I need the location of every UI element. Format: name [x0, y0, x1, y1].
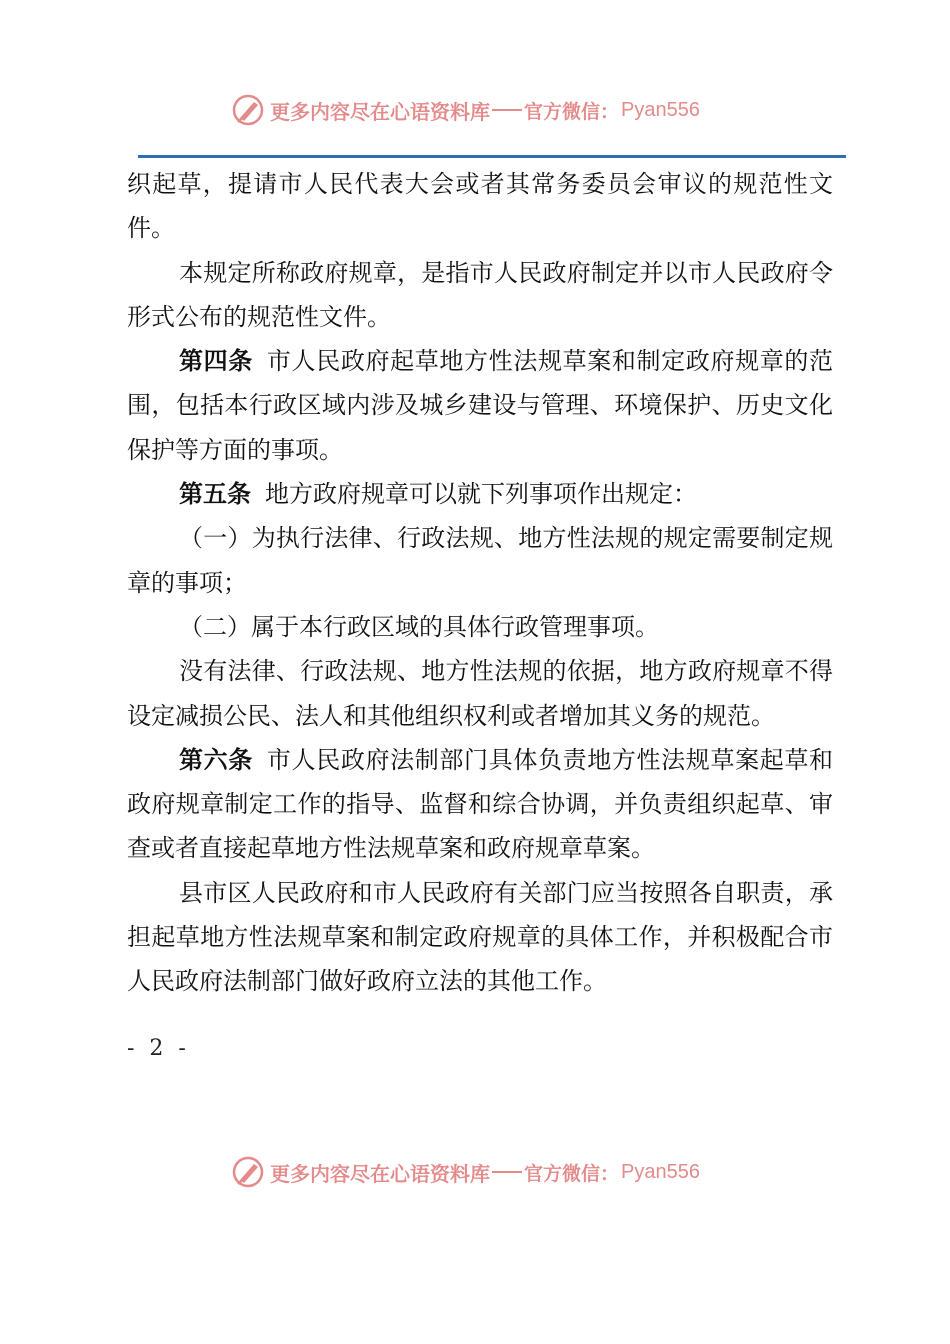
- header-rule: [138, 155, 846, 158]
- article-6-heading: 第六条: [179, 745, 253, 774]
- article-4-text: 市人民政府起草地方性法规草案和制定政府规章的范围，包括本行政区域内涉及城乡建设与管理、环境保护、历史文化保护等方面的事项。: [127, 347, 834, 464]
- footer-wechat-label: 官方微信：: [524, 1162, 620, 1185]
- header-brand: 更多内容尽在心语资料库: [270, 99, 490, 124]
- article-5-note: 没有法律、行政法规、地方性法规的依据，地方政府规章不得设定减损公民、法人和其他组织权利或者增加其义务的规范。: [127, 657, 833, 730]
- article-6: [127, 738, 833, 871]
- paragraph-2: 本规定所称政府规章，是指市人民政府制定并以市人民政府令形式公布的规范性文件。: [127, 258, 833, 331]
- header-wechat-label: 官方微信：: [524, 100, 620, 123]
- article-5-item-1: （一）为执行法律、行政法规、地方性法规的规定需要制定规章的事项；: [127, 524, 833, 597]
- page-number: - 2 -: [127, 1036, 190, 1061]
- footer-banner: [0, 1150, 950, 1194]
- footer-brand: 更多内容尽在心语资料库: [270, 1161, 490, 1186]
- article-5-item-2: （二）属于本行政区域的具体行政管理事项。: [179, 612, 659, 641]
- document-body: [127, 162, 833, 1004]
- header-dash: [492, 109, 522, 111]
- footer-dash: [492, 1171, 522, 1173]
- pen-logo-icon: [230, 1154, 266, 1190]
- article-6-paragraph-2: 县市区人民政府和市人民政府有关部门应当按照各自职责，承担起草地方性法规草案和制定政府规章的具体工作，并积极配合市人民政府法制部门做好政府立法的其他工作。: [127, 878, 833, 996]
- footer-account: Pyan556: [621, 1160, 700, 1183]
- article-5-heading: 第五条: [179, 480, 251, 509]
- article-4-heading: 第四条: [179, 347, 253, 376]
- article-6-text: 市人民政府法制部门具体负责地方性法规草案起草和政府规章制定工作的指导、监督和综合协调，并负责组织起草、审查或者直接起草地方性法规草案和政府规章草案。: [127, 745, 834, 863]
- article-5: [127, 472, 833, 516]
- pen-logo-icon: [230, 92, 266, 128]
- header-account: Pyan556: [621, 98, 700, 121]
- article-4: [127, 339, 833, 472]
- article-5-text: 地方政府规章可以就下列事项作出规定：: [265, 480, 697, 509]
- header-banner: [0, 88, 950, 132]
- paragraph-1: 织起草，提请市人民代表大会或者其常务委员会审议的规范性文件。: [127, 170, 833, 243]
